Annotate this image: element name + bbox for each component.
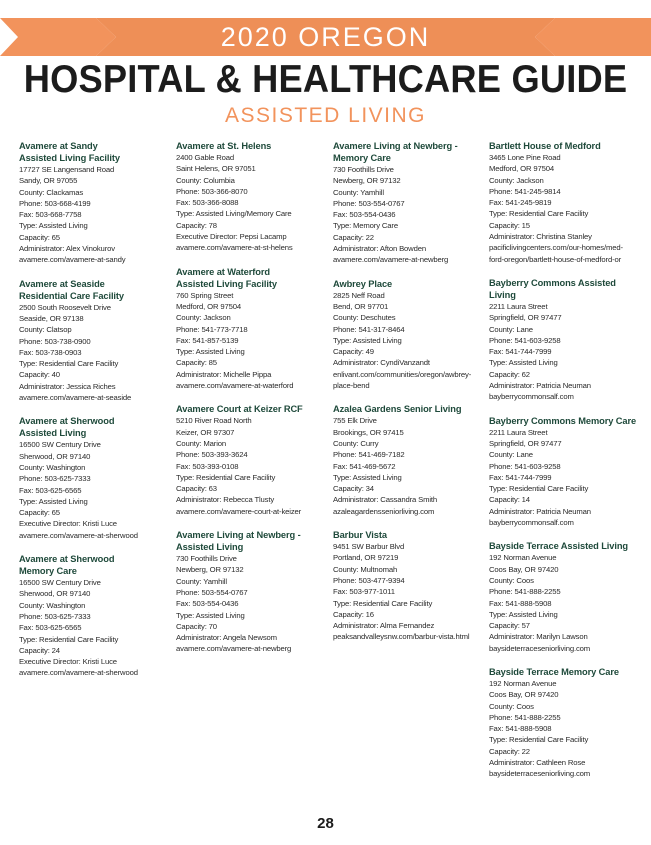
facility-detail: Phone: 541-888-2255 (489, 587, 561, 597)
facility-detail: avamere.com/avamere-at-waterford (176, 381, 294, 391)
section-subtitle: ASSISTED LIVING (224, 104, 427, 127)
facility-detail: 3465 Lone Pine Road (489, 153, 561, 162)
facility-detail: Phone: 541-773-7718 (176, 324, 248, 334)
facility-detail: Bend, OR 97701 (333, 301, 389, 311)
facility-detail: Coos Bay, OR 97420 (489, 564, 559, 574)
facility-name: Bayberry Commons Memory Care (489, 415, 637, 426)
facility-detail: Type: Residential Care Facility (176, 472, 276, 482)
facility-name: Assisted Living (176, 542, 244, 553)
facility-detail: Phone: 541-317-8464 (333, 324, 405, 334)
facility-detail: Type: Residential Care Facility (489, 735, 589, 745)
facility-detail: Executive Director: Pepsi Lacamp (176, 232, 287, 242)
facility-detail: County: Deschutes (333, 313, 396, 323)
facility-detail: Type: Residential Care Facility (489, 209, 589, 219)
facility-detail: 16500 SW Century Drive (19, 578, 101, 588)
facility-listing (176, 529, 326, 655)
facility-detail: Type: Memory Care (333, 221, 398, 231)
facility-detail: 192 Norman Avenue (489, 553, 557, 563)
facility-detail: avamere.com/avamere-at-seaside (19, 393, 132, 403)
facility-detail: Phone: 541-888-2255 (489, 712, 561, 722)
facility-detail: County: Clackamas (19, 187, 84, 197)
facility-detail: Fax: 503-393-0108 (176, 461, 239, 471)
facility-detail: Capacity: 14 (489, 495, 530, 505)
facility-name: Assisted Living (19, 428, 87, 439)
facility-detail: Phone: 541-603-9258 (489, 335, 561, 345)
facility-detail: County: Curry (333, 438, 379, 448)
facility-detail: Coos Bay, OR 97420 (489, 690, 559, 700)
facility-detail: Administrator: Cassandra Smith (333, 495, 438, 505)
facility-detail: Fax: 541-857-5139 (176, 335, 239, 345)
listing-column-1 (19, 140, 169, 691)
facility-detail: Phone: 503-477-9394 (333, 575, 405, 585)
facility-detail: County: Yamhill (333, 187, 384, 197)
facility-listing (176, 266, 326, 392)
facility-detail: Springfield, OR 97477 (489, 438, 562, 448)
facility-detail: ford-oregon/bartlett-house-of-medford-or (489, 254, 622, 264)
facility-listing (489, 415, 639, 529)
facility-detail: Medford, OR 97504 (176, 301, 241, 311)
listing-column-4 (489, 140, 639, 792)
header-banner (0, 18, 651, 56)
facility-detail: Administrator: Rebecca Tlusty (176, 495, 275, 505)
facility-detail: Capacity: 57 (489, 621, 530, 631)
facility-name: Avamere Living at Newberg - (333, 141, 458, 151)
facility-detail: 2400 Gable Road (176, 153, 235, 162)
facility-detail: Portland, OR 97219 (333, 553, 399, 563)
facility-name: Assisted Living Facility (176, 278, 277, 289)
facility-listing (176, 140, 326, 254)
facility-name: Avamere at Waterford (176, 266, 270, 277)
facility-detail: Administrator: Alma Fernandez (333, 621, 435, 631)
facility-detail: Fax: 503-554-0436 (176, 599, 239, 609)
facility-listing (489, 140, 639, 265)
facility-name: Memory Care (19, 566, 77, 577)
facility-detail: Fax: 541-469-5672 (333, 461, 396, 471)
facility-detail: Phone: 503-554-0767 (333, 198, 405, 208)
facility-detail: Sandy, OR 97055 (19, 176, 78, 186)
facility-detail: Fax: 503-554-0436 (333, 210, 396, 220)
facility-detail: avamere.com/avamere-at-sandy (19, 255, 126, 265)
facility-detail: Type: Assisted Living/Memory Care (176, 209, 292, 219)
facility-detail: Seaside, OR 97138 (19, 313, 84, 323)
facility-detail: Fax: 503-625-6565 (19, 623, 82, 633)
facility-detail: 192 Norman Avenue (489, 678, 557, 688)
facility-detail: Type: Assisted Living (489, 358, 558, 368)
facility-name: Bartlett House of Medford (489, 141, 601, 151)
facility-detail: 16500 SW Century Drive (19, 440, 101, 450)
facility-detail: avamere.com/avamere-at-newberg (176, 644, 292, 654)
facility-detail: Phone: 541-469-7182 (333, 450, 405, 460)
facility-detail: Medford, OR 97504 (489, 164, 554, 174)
listing-column-2 (176, 140, 326, 667)
facility-detail: Phone: 503-393-3624 (176, 450, 248, 460)
facility-detail: Capacity: 34 (333, 484, 374, 494)
facility-detail: Fax: 541-888-5908 (489, 598, 552, 608)
facility-detail: County: Coos (489, 701, 534, 711)
facility-detail: Fax: 503-668-7758 (19, 210, 82, 220)
facility-detail: Type: Residential Care Facility (19, 634, 119, 644)
facility-name: Bayside Terrace Assisted Living (489, 541, 628, 552)
facility-detail: 2825 Neff Road (333, 290, 385, 300)
facility-detail: Fax: 503-738-0903 (19, 347, 82, 357)
facility-detail: Phone: 503-554-0767 (176, 587, 248, 597)
facility-detail: Fax: 541-245-9819 (489, 198, 552, 208)
facility-detail: County: Clatsop (19, 325, 72, 335)
facility-detail: County: Yamhill (176, 576, 227, 586)
facility-detail: County: Columbia (176, 175, 235, 185)
facility-detail: avamere.com/avamere-at-st-helens (176, 243, 293, 253)
facility-detail: County: Lane (489, 324, 533, 334)
facility-detail: Capacity: 40 (19, 370, 60, 380)
facility-detail: baysideterraceseniorliving.com (489, 643, 591, 653)
facility-detail: Type: Residential Care Facility (333, 598, 433, 608)
facility-detail: Capacity: 65 (19, 232, 60, 242)
facility-name: Residential Care Facility (19, 290, 124, 301)
facility-name: Barbur Vista (333, 530, 387, 541)
facility-detail: Capacity: 63 (176, 484, 217, 494)
facility-detail: avamere.com/avamere-at-sherwood (19, 530, 138, 540)
facility-name: Assisted Living Facility (19, 153, 120, 163)
facility-detail: Administrator: Jessica Riches (19, 381, 116, 391)
facility-detail: Phone: 541-245-9814 (489, 186, 561, 196)
facility-detail: County: Jackson (176, 313, 231, 323)
facility-detail: Capacity: 16 (333, 609, 374, 619)
facility-detail: County: Multnomah (333, 564, 398, 574)
facility-listing (333, 529, 483, 643)
facility-detail: Sherwood, OR 97140 (19, 451, 91, 461)
facility-detail: Capacity: 65 (19, 508, 60, 518)
facility-detail: 760 Spring Street (176, 290, 234, 300)
facility-detail: Administrator: Patricia Neuman (489, 381, 591, 391)
facility-detail: Type: Assisted Living (489, 609, 558, 619)
facility-detail: Type: Residential Care Facility (19, 359, 119, 369)
facility-detail: Fax: 541-744-7999 (489, 472, 552, 482)
facility-detail: enlivant.com/communities/oregon/awbrey- (333, 369, 472, 379)
facility-detail: Administrator: Michelle Pippa (176, 369, 272, 379)
facility-detail: Capacity: 49 (333, 347, 374, 357)
facility-detail: Executive Director: Kristi Luce (19, 519, 117, 529)
facility-detail: Capacity: 24 (19, 645, 60, 655)
facility-detail: avamere.com/avamere-at-sherwood (19, 668, 138, 678)
facility-detail: Type: Assisted Living (333, 335, 402, 345)
facility-name: Avamere Court at Keizer RCF (176, 404, 303, 415)
facility-name: Avamere Living at Newberg - (176, 530, 301, 541)
facility-detail: peaksandvalleysnw.com/barbur-vista.html (333, 632, 470, 642)
facility-detail: 17727 SE Langensand Road (19, 165, 115, 174)
facility-detail: Phone: 541-603-9258 (489, 461, 561, 471)
facility-detail: Fax: 541-744-7999 (489, 347, 552, 357)
facility-listing (489, 540, 639, 654)
facility-detail: Fax: 503-625-6565 (19, 485, 82, 495)
facility-detail: 5210 River Road North (176, 416, 252, 426)
facility-detail: Capacity: 85 (176, 358, 217, 368)
facility-detail: 2500 South Roosevelt Drive (19, 302, 111, 312)
guide-title: HOSPITAL & HEALTHCARE GUIDE (23, 58, 628, 101)
facility-detail: Type: Assisted Living (176, 610, 245, 620)
facility-listing (19, 415, 169, 541)
facility-detail: Type: Assisted Living (19, 496, 88, 506)
facility-detail: Phone: 503-625-7333 (19, 611, 91, 621)
facility-detail: County: Lane (489, 450, 533, 460)
facility-detail: 730 Foothills Drive (333, 165, 394, 174)
page-number: 28 (317, 815, 334, 832)
facility-detail: Phone: 503-625-7333 (19, 474, 91, 484)
facility-name: Azalea Gardens Senior Living (333, 404, 462, 415)
facility-name: Bayside Terrace Memory Care (489, 666, 619, 677)
facility-name: Bayberry Commons Assisted Living (489, 277, 616, 300)
facility-detail: Newberg, OR 97132 (176, 565, 244, 575)
facility-detail: Saint Helens, OR 97051 (176, 164, 256, 174)
facility-detail: bayberrycommonsalf.com (489, 518, 574, 528)
facility-detail: County: Jackson (489, 175, 544, 185)
facility-detail: Administrator: Marilyn Lawson (489, 632, 588, 642)
facility-detail: Capacity: 22 (333, 232, 374, 242)
facility-detail: pacificlivingcenters.com/our-homes/med- (489, 243, 623, 253)
facility-detail: 730 Foothills Drive (176, 554, 237, 564)
banner-title: 2020 OREGON (220, 22, 431, 52)
facility-detail: Executive Director: Kristi Luce (19, 657, 117, 667)
facility-detail: 2211 Laura Street (489, 301, 548, 311)
facility-listing (176, 403, 326, 517)
facility-name: Awbrey Place (333, 278, 393, 289)
facility-detail: avamere.com/avamere-court-at-keizer (176, 506, 302, 516)
facility-name: Avamere at Sherwood (19, 416, 115, 427)
facility-detail: Fax: 503-977-1011 (333, 587, 395, 597)
facility-detail: Administrator: Angela Newsom (176, 633, 277, 643)
facility-detail: Fax: 503-366-8088 (176, 198, 239, 208)
facility-detail: County: Marion (176, 438, 227, 448)
facility-detail: County: Washington (19, 600, 86, 610)
facility-detail: azaleagardensseniorliving.com (333, 506, 435, 516)
facility-detail: bayberrycommonsalf.com (489, 392, 574, 402)
facility-listing (19, 140, 169, 266)
facility-detail: Type: Residential Care Facility (489, 484, 589, 494)
facility-detail: Administrator: Christina Stanley (489, 232, 592, 242)
facility-detail: Newberg, OR 97132 (333, 176, 401, 186)
facility-detail: Administrator: Cathleen Rose (489, 758, 586, 768)
facility-detail: Springfield, OR 97477 (489, 313, 562, 323)
facility-detail: Capacity: 62 (489, 369, 530, 379)
facility-detail: Administrator: Patricia Neuman (489, 506, 591, 516)
listing-column-3 (333, 140, 483, 655)
facility-detail: Type: Assisted Living (333, 472, 402, 482)
facility-detail: Phone: 503-366-8070 (176, 186, 248, 196)
facility-detail: Capacity: 70 (176, 621, 217, 631)
facility-listing (19, 278, 169, 404)
facility-detail: Capacity: 22 (489, 746, 530, 756)
facility-detail: Keizer, OR 97307 (176, 427, 235, 437)
facility-detail: 9451 SW Barbur Blvd (333, 542, 405, 552)
facility-name: Memory Care (333, 153, 391, 163)
facility-listing (333, 278, 483, 392)
facility-detail: baysideterraceseniorliving.com (489, 769, 591, 779)
facility-detail: Sherwood, OR 97140 (19, 589, 91, 599)
facility-listing (489, 666, 639, 780)
facility-detail: Type: Assisted Living (176, 347, 245, 357)
facility-detail: avamere.com/avamere-at-newberg (333, 255, 449, 265)
facility-detail: Type: Assisted Living (19, 221, 88, 231)
facility-name: Avamere at Sherwood (19, 554, 115, 565)
facility-detail: Phone: 503-738-0900 (19, 336, 91, 346)
facility-listing (333, 140, 483, 266)
facility-detail: Capacity: 15 (489, 220, 530, 230)
facility-name: Avamere at Sandy (19, 141, 98, 151)
facility-detail: Administrator: CyndiVanzandt (333, 358, 430, 368)
facility-detail: County: Coos (489, 575, 534, 585)
facility-listing (333, 403, 483, 517)
facility-detail: Brookings, OR 97415 (333, 427, 404, 437)
facility-listing (489, 277, 639, 403)
facility-detail: Capacity: 78 (176, 220, 217, 230)
facility-detail: place-bend (333, 381, 370, 391)
facility-detail: Administrator: Afton Bowden (333, 244, 426, 254)
facility-detail: 2211 Laura Street (489, 427, 548, 437)
facility-detail: 755 Elk Drive (333, 416, 377, 426)
facility-detail: Phone: 503-668-4199 (19, 198, 91, 208)
facility-name: Avamere at St. Helens (176, 141, 272, 151)
facility-listing (19, 553, 169, 679)
facility-detail: Administrator: Alex Vinokurov (19, 244, 115, 254)
facility-detail: County: Washington (19, 462, 86, 472)
facility-detail: Fax: 541-888-5908 (489, 724, 552, 734)
facility-name: Avamere at Seaside (19, 278, 105, 289)
